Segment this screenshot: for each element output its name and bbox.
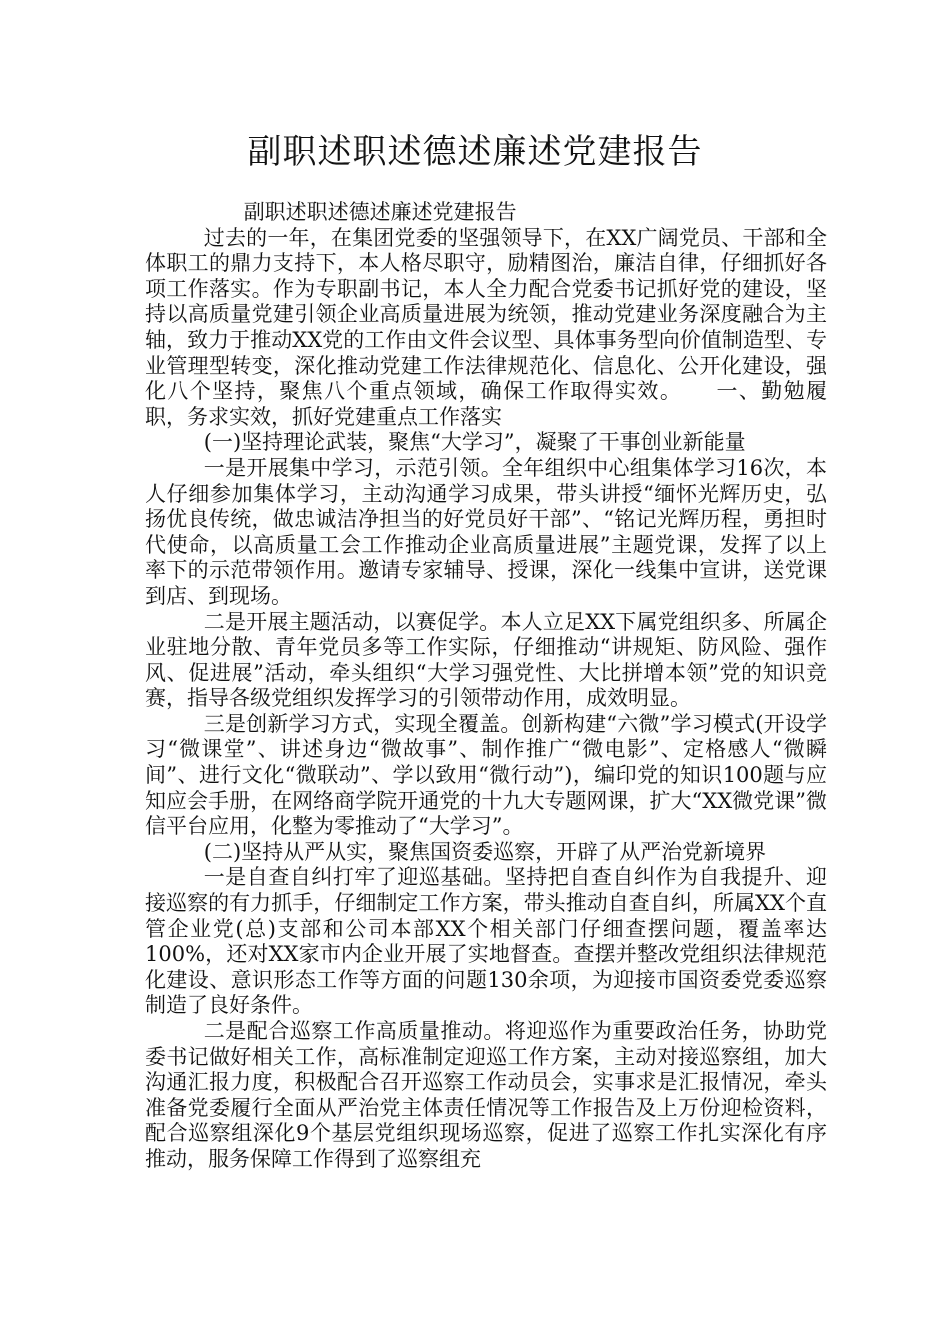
document-title: 副职述职述德述廉述党建报告 (247, 132, 703, 172)
document-body (145, 200, 827, 1173)
paragraph-section-1: (一)坚持理论武装，聚焦“大学习”，凝聚了干事创业新能量 (203, 430, 746, 455)
paragraph-item-2: 二是开展主题活动，以赛促学。本人立足XX下属党组织多、所属企业驻地分散、青年党员多等工作实际，仔细推动“讲规矩、防风险、强作风、促进展”活动，牵头组织“大学习强党性、大比拼增本领”党的知识竞赛，指导各级党组织发挥学习的引领带动作用，成效明显。 (145, 609, 827, 711)
paragraph-item-4: 一是自查自纠打牢了迎巡基础。坚持把自查自纠作为自我提升、迎接巡察的有力抓手，仔细制定工作方案，带头推动自查自纠，所属XX个直管企业党(总)支部和公司本部XX个相关部门仔细查摆问题，覆盖率达100%，还对XX家市内企业开展了实地督查。查摆并整改党组织法律规范化建设、意识形态工作等方面的问题130余项，为迎接市国资委党委巡察制造了良好条件。 (145, 865, 827, 1018)
paragraph-item-1: 一是开展集中学习，示范引领。全年组织中心组集体学习16次，本人仔细参加集体学习，主动沟通学习成果，带头讲授“缅怀光辉历史，弘扬优良传统，做忠诚洁净担当的好党员好干部”、“铭记光辉历程，勇担时代使命，以高质量工会工作推动企业高质量进展”主题党课，发挥了以上率下的示范带领作用。邀请专家辅导、授课，深化一线集中宣讲，送党课到店、到现场。 (145, 455, 827, 608)
paragraph-intro: 过去的一年，在集团党委的坚强领导下，在XX广阔党员、干部和全体职工的鼎力支持下，本人格尽职守，励精图治，廉洁自律，仔细抓好各项工作落实。作为专职副书记，本人全力配合党委书记抓好党的建设，坚持以高质量党建引领企业高质量进展为统领，推动党建业务深度融合为主轴，致力于推动XX党的工作由文件会议型、具体事务型向价值制造型、专业管理型转变，深化推动党建工作法律规范化、信息化、公开化建设，强化八个坚持，聚焦八个重点领域，确保工作取得实效。 一、勤勉履职，务求实效，抓好党建重点工作落实 (145, 225, 827, 429)
paragraph-item-5: 二是配合巡察工作高质量推动。将迎巡作为重要政治任务，协助党委书记做好相关工作，高标准制定迎巡工作方案，主动对接巡察组，加大沟通汇报力度，积极配合召开巡察工作动员会，实事求是汇报情况，牵头准备党委履行全面从严治党主体责任情况等工作报告及上万份迎检资料，配合巡察组深化9个基层党组织现场巡察，促进了巡察工作扎实深化有序推动，服务保障工作得到了巡察组充 (145, 1019, 827, 1171)
document-subtitle: 副职述职述德述廉述党建报告 (243, 200, 517, 224)
paragraph-section-2: (二)坚持从严从实，聚焦国资委巡察，开辟了从严治党新境界 (203, 839, 767, 864)
paragraph-item-3: 三是创新学习方式，实现全覆盖。创新构建“六微”学习模式(开设学习“微课堂”、讲述身边“微故事”、制作推广“微电影”、定格感人“微瞬间”、进行文化“微联动”、学以致用“微行动”)，编印党的知识100题与应知应会手册，在网络商学院开通党的十九大专题网课，扩大“XX微党课”微信平台应用，化整为零推动了“大学习”。 (145, 711, 827, 839)
